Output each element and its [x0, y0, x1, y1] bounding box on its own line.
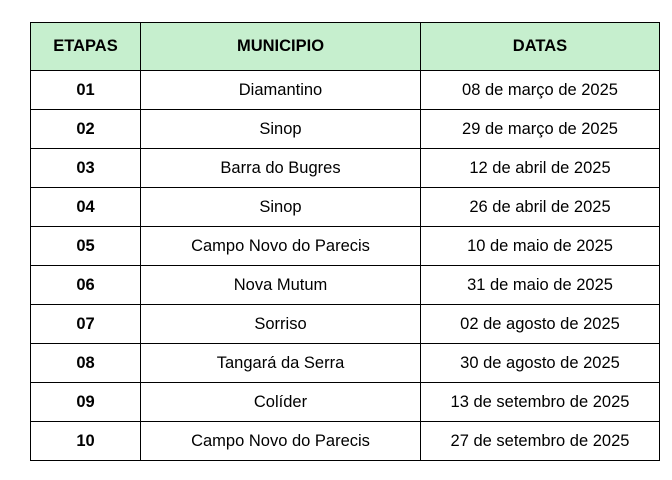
municipio-cell: Sinop: [141, 110, 421, 149]
municipio-cell: Campo Novo do Parecis: [141, 422, 421, 461]
table-row: [31, 71, 660, 110]
municipio-cell: Colíder: [141, 383, 421, 422]
etapa-cell: 02: [31, 110, 141, 149]
table-row: [31, 227, 660, 266]
header-municipio: MUNICIPIO: [141, 23, 421, 71]
etapa-cell: 01: [31, 71, 141, 110]
data-cell: 12 de abril de 2025: [421, 149, 660, 188]
data-cell: 13 de setembro de 2025: [421, 383, 660, 422]
table-row: [31, 188, 660, 227]
table-row: [31, 383, 660, 422]
municipio-cell: Barra do Bugres: [141, 149, 421, 188]
etapa-cell: 09: [31, 383, 141, 422]
table-row: [31, 305, 660, 344]
data-cell: 08 de março de 2025: [421, 71, 660, 110]
etapa-cell: 07: [31, 305, 141, 344]
municipio-cell: Sinop: [141, 188, 421, 227]
header-row: [31, 23, 660, 71]
municipio-cell: Tangará da Serra: [141, 344, 421, 383]
table-row: [31, 149, 660, 188]
municipio-cell: Nova Mutum: [141, 266, 421, 305]
header-datas: DATAS: [421, 23, 660, 71]
municipio-cell: Diamantino: [141, 71, 421, 110]
table-row: [31, 110, 660, 149]
etapa-cell: 04: [31, 188, 141, 227]
schedule-table: [30, 22, 660, 461]
municipio-cell: Campo Novo do Parecis: [141, 227, 421, 266]
data-cell: 27 de setembro de 2025: [421, 422, 660, 461]
municipio-cell: Sorriso: [141, 305, 421, 344]
table-row: [31, 266, 660, 305]
data-cell: 31 de maio de 2025: [421, 266, 660, 305]
data-cell: 02 de agosto de 2025: [421, 305, 660, 344]
etapa-cell: 06: [31, 266, 141, 305]
table-row: [31, 344, 660, 383]
etapa-cell: 10: [31, 422, 141, 461]
etapa-cell: 08: [31, 344, 141, 383]
data-cell: 26 de abril de 2025: [421, 188, 660, 227]
table-header: [31, 23, 660, 71]
table-row: [31, 422, 660, 461]
etapa-cell: 05: [31, 227, 141, 266]
data-cell: 30 de agosto de 2025: [421, 344, 660, 383]
etapa-cell: 03: [31, 149, 141, 188]
table-body: [31, 71, 660, 461]
data-cell: 10 de maio de 2025: [421, 227, 660, 266]
data-cell: 29 de março de 2025: [421, 110, 660, 149]
header-etapas: ETAPAS: [31, 23, 141, 71]
